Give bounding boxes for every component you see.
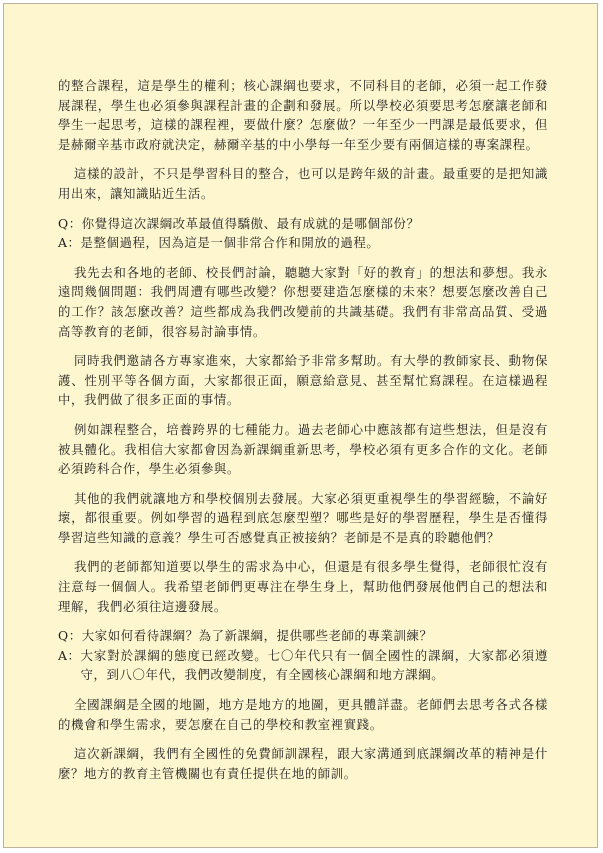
paragraph-7: 我們的老師都知道要以學生的需求為中心，但還是有很多學生覺得，老師很忙沒有注意每一個個人。我希望老師們更專注在學生身上，幫助他們發展他們自己的想法和理解，我們必須往這邊發展。 (58, 559, 548, 614)
question-label: Q： (58, 628, 82, 644)
paragraph-8: 全國課綱是全國的地圖，地方是地方的地圖，更具體詳盡。老師們去思考各式各樣的機會和學生需求，要怎麼在自己的學校和教室裡實踐。 (58, 697, 548, 732)
answer-label: A： (58, 235, 81, 251)
paragraph-3: 我先去和各地的老師、校長們討論，聽聽大家對「好的教育」的想法和夢想。我永遠問幾個問題：我們周遭有哪些改變？你想要建造怎麼樣的未來？想要怎麼改善自己的工作？該怎麼改善？這些都成為我們改變前的共識基礎。我們有非常高品質、受過高等教育的老師，很容易討論事情。 (58, 264, 548, 339)
qa-block-1 (58, 214, 548, 253)
answer-label: A： (58, 647, 81, 663)
paragraph-5: 例如課程整合，培養跨界的七種能力。過去老師心中應該都有這些想法，但是沒有被具體化。我相信大家都會因為新課綱重新思考，學校必須有更多合作的文化。老師必須跨科合作，學生必須參與。 (58, 421, 548, 477)
question-line (58, 626, 548, 646)
document-body (58, 76, 548, 793)
answer-text: 大家對於課綱的態度已經改變。七〇年代只有一個全國性的課綱，大家都必須遵守，到八〇年代，我們改變制度，有全國核心課綱和地方課綱。 (80, 647, 548, 683)
document-page (3, 3, 598, 848)
paragraph-2: 這樣的設計，不只是學習科目的整合，也可以是跨年級的計畫。最重要的是把知識用出來，讓知識貼近生活。 (58, 166, 548, 201)
question-line (58, 214, 548, 234)
paragraph-1: 的整合課程，這是學生的權利；核心課綱也要求，不同科目的老師，必須一起工作發展課程，學生也必須參與課程計畫的企劃和發展。所以學校必須要思考怎麼讓老師和學生一起思考，這樣的課程裡，要做什麼？怎麼做？一年至少一門課是最低要求，但是赫爾辛基市政府就決定，赫爾辛基的中小學每一年至少要有兩個這樣的專案課程。 (58, 78, 548, 152)
qa-block-2 (58, 626, 548, 685)
question-text: 你覺得這次課綱改革最值得驕傲、最有成就的是哪個部份？ (81, 215, 420, 231)
question-label: Q： (58, 215, 82, 231)
paragraph-6: 其他的我們就讓地方和學校個別去發展。大家必須更重視學生的學習經驗，不論好壞，都很重要。例如學習的過程到底怎麼型塑？哪些是好的學習歷程，學生是否懂得學習這些知識的意義？學生可否感覺真正被接納？老師是不是真的聆聽他們？ (58, 490, 548, 545)
answer-line (58, 646, 548, 685)
paragraph-9: 這次新課綱，我們有全國性的免費師訓課程，跟大家溝通到底課綱改革的精神是什麼？地方的教育主管機關也有責任提供在地的師訓。 (58, 746, 548, 781)
question-text: 大家如何看待課綱？為了新課綱，提供哪些老師的專業訓練？ (81, 628, 433, 644)
answer-text: 是整個過程，因為這是一個非常合作和開放的過程。 (80, 235, 380, 251)
answer-line (58, 233, 548, 253)
paragraph-4: 同時我們邀請各方專家進來，大家都給予非常多幫助。有大學的教師家長、動物保護、性別平等各個方面，大家都很正面，願意給意見、甚至幫忙寫課程。在這樣過程中，我們做了很多正面的事情。 (58, 353, 548, 408)
